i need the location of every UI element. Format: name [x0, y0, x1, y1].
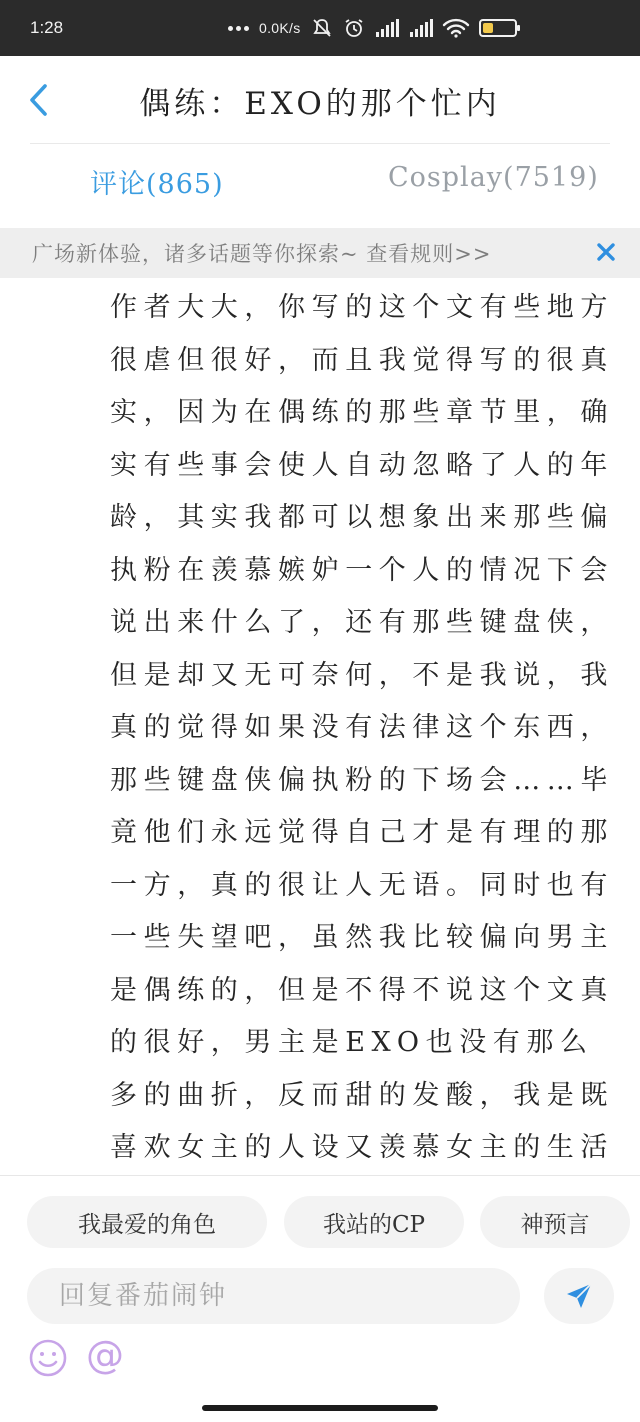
tag-chip-my-cp[interactable]: 我站的CP [284, 1196, 464, 1248]
reply-input[interactable] [27, 1268, 520, 1324]
notice-banner[interactable] [0, 228, 640, 278]
send-icon [564, 1281, 594, 1311]
reply-panel [0, 1175, 640, 1422]
network-speed: 0.0K/s [259, 20, 301, 36]
wifi-icon [443, 18, 469, 38]
battery-icon [479, 19, 517, 37]
header-divider [30, 143, 610, 144]
notice-close-button[interactable] [594, 240, 618, 264]
tab-comments[interactable]: 评论(865) [90, 169, 224, 200]
mute-icon [311, 17, 333, 39]
tab-cosplay[interactable]: Cosplay(7519) [388, 162, 599, 193]
home-indicator[interactable] [202, 1405, 438, 1411]
close-icon [597, 243, 615, 261]
alarm-icon [343, 17, 365, 39]
tag-chip-favorite-character[interactable]: 我最爱的角色 [27, 1196, 267, 1248]
tab-bar [0, 150, 640, 226]
mention-button[interactable]: @ [86, 1333, 124, 1377]
status-icons [228, 0, 517, 56]
notice-text: 广场新体验，诸多话题等你探索~ 查看规则>> [32, 242, 492, 266]
status-bar [0, 0, 640, 56]
comment-body [110, 282, 626, 1174]
header [0, 56, 640, 144]
battery-level [483, 23, 494, 33]
chevron-left-icon [27, 83, 49, 117]
status-time: 1:28 [30, 18, 64, 37]
dots-icon [228, 26, 249, 31]
emoji-icon [28, 1338, 68, 1378]
comment-text: 作者大大，你写的这个文有些地方很虐但很好，而且我觉得写的很真实，因为在偶练的那些章节里，确实有些事会使人自动忽略了人的年龄，其实我都可以想象出来那些偏执粉在羡慕嫉妒一个人的情况下会说出来什么了，还有那些键盘侠，但是却又无可奈何，不是我说，我真的觉得如果没有法律这个东西，那些键盘侠偏执粉的下场会……毕竟他们永远觉得自己才是有理的那一方，真的很让人无语。同时也有一些失望吧，虽然我比较偏向男主是偶练的，但是不得不说这个文真的很好，男主是EXO也没有那么多的曲折，反而甜的发酸，我是既喜欢女主的人设又羡慕女主的生活 [110, 292, 614, 1163]
signal-icon [375, 19, 399, 37]
send-button[interactable] [544, 1268, 614, 1324]
page-title: 偶练：EXO的那个忙内 [139, 85, 501, 122]
tag-chip-prophecy[interactable]: 神预言 [480, 1196, 630, 1248]
signal-icon [409, 19, 433, 37]
emoji-button[interactable] [28, 1338, 68, 1378]
back-button[interactable] [18, 78, 58, 122]
